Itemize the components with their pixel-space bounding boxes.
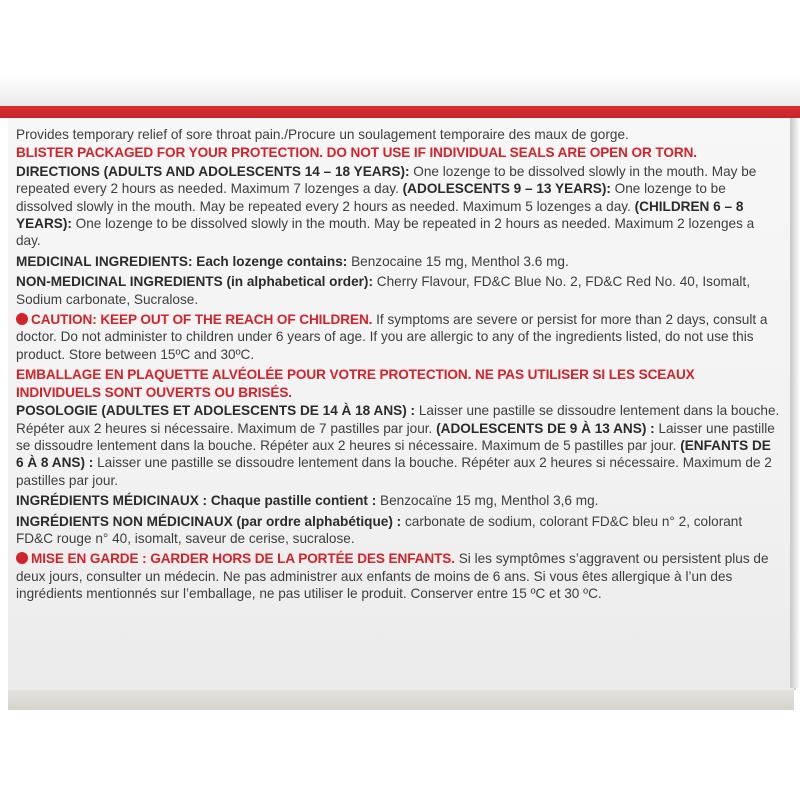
label-text <box>16 126 782 606</box>
directions-en <box>16 163 782 250</box>
relief-statement: Provides temporary relief of sore throat pain./Procure un soulagement temporaire des maux de gorge. <box>16 127 629 142</box>
posology-label-fr: POSOLOGIE (ADULTES ET ADOLESCENTS DE 14 À 18 ANS) : <box>16 403 416 419</box>
adolescents-label-en: (ADOLESCENTS 9 – 13 YEARS): <box>402 181 611 197</box>
non-medicinal-ingredients-en <box>16 273 782 308</box>
directions-text-en: One lozenge to be dissolved slowly in the mouth. May be repeated every 2 hours as needed. Maximum 7 lozenges a day. <box>16 163 757 197</box>
medicinal-text-fr: Benzocaïne 15 mg, Menthol 3,6 mg. <box>380 493 599 509</box>
adolescents-text-fr: Laisser une pastille se dissoudre lentement dans la bouche. Répéter aux 2 heures si nécessaire. Maximum de 5 pastilles par jour. <box>16 420 775 453</box>
children-label-fr: (ENFANTS DE 6 À 8 ANS) : <box>16 437 771 471</box>
adolescents-text-en: One lozenge to be dissolved slowly in the mouth. May be repeated every 2 hours as needed. Maximum 5 lozenges a day. <box>16 181 726 214</box>
posology-fr <box>16 402 782 489</box>
warning-dot-icon <box>16 552 28 564</box>
non-medicinal-text-fr: carbonate de sodium, colorant FD&C bleu n° 2, colorant FD&C rouge n° 40, isomalt, saveur de cerise, sucralose. <box>16 513 743 546</box>
medicinal-label-en: MEDICINAL INGREDIENTS: Each lozenge contains: <box>16 253 348 269</box>
caution-label-en: CAUTION: KEEP OUT OF THE REACH OF CHILDREN. <box>31 312 373 328</box>
children-text-fr: Laisser une pastille se dissoudre lentement dans la bouche. Répéter aux 2 heures si nécessaire. Maximum de 2 pastilles par jour. <box>16 455 772 488</box>
caution-fr <box>16 550 782 602</box>
posology-text-fr: Laisser une pastille se dissoudre lentement dans la bouche. Répéter aux 2 heures si nécessaire. Maximum de 7 pastilles par jour. <box>16 403 780 436</box>
adolescents-label-fr: (ADOLESCENTS DE 9 À 13 ANS) : <box>436 420 655 436</box>
directions-label-en: DIRECTIONS (ADULTS AND ADOLESCENTS 14 – 18 YEARS): <box>16 163 410 179</box>
blister-warning-en: BLISTER PACKAGED FOR YOUR PROTECTION. DO NOT USE IF INDIVIDUAL SEALS ARE OPEN OR TORN. <box>16 145 697 161</box>
medicinal-text-en: Benzocaine 15 mg, Menthol 3.6 mg. <box>351 253 569 269</box>
non-medicinal-label-fr: INGRÉDIENTS NON MÉDICINAUX (par ordre alphabétique) : <box>16 513 402 529</box>
children-label-en: (CHILDREN 6 – 8 YEARS): <box>16 198 744 232</box>
children-text-en: One lozenge to be dissolved slowly in the mouth. May be repeated in 2 hours as needed. Maximum 2 lozenges a day. <box>16 216 755 249</box>
non-medicinal-text-en: Cherry Flavour, FD&C Blue No. 2, FD&C Red No. 40, Isomalt, Sodium carbonate, Sucralose. <box>16 274 750 307</box>
package-side-edge <box>790 118 800 688</box>
non-medicinal-label-en: NON-MEDICINAL INGREDIENTS (in alphabetical order): <box>16 274 373 290</box>
medicinal-ingredients-en <box>16 253 782 270</box>
blister-warning-fr: EMBALLAGE EN PLAQUETTE ALVÉOLÉE POUR VOTRE PROTECTION. NE PAS UTILISER SI LES SCEAUX INDIVIDUELS SONT OUVERTS OU BRISÉS. <box>16 367 695 400</box>
caution-text-en: If symptoms are severe or persist for more than 2 days, consult a doctor. Do not administer to children under 6 years of age. If you are allergic to any of the ingredients listed, do not use this product. Store between 15ºC and 30ºC. <box>16 312 768 362</box>
package-bottom <box>0 710 800 800</box>
medicinal-ingredients-fr <box>16 492 782 509</box>
package-top <box>0 0 800 108</box>
caution-label-fr: MISE EN GARDE : GARDER HORS DE LA PORTÉE DES ENFANTS. <box>31 551 455 567</box>
package-red-edge <box>0 106 800 118</box>
package-bottom-edge <box>8 690 794 710</box>
non-medicinal-ingredients-fr <box>16 513 782 548</box>
medicinal-label-fr: INGRÉDIENTS MÉDICINAUX : Chaque pastille contient : <box>16 493 377 509</box>
warning-dot-icon <box>16 313 28 325</box>
caution-en <box>16 311 782 363</box>
caution-text-fr: Si les symptômes s’aggravent ou persistent plus de deux jours, consulter un médecin. Ne pas administrer aux enfants de moins de 6 ans. Si vous êtes allergique à l’un des ingrédients mentionnés sur l’emballage, ne pas utiliser le produit. Conserver entre 15 ºC et 30 ºC. <box>16 551 769 602</box>
